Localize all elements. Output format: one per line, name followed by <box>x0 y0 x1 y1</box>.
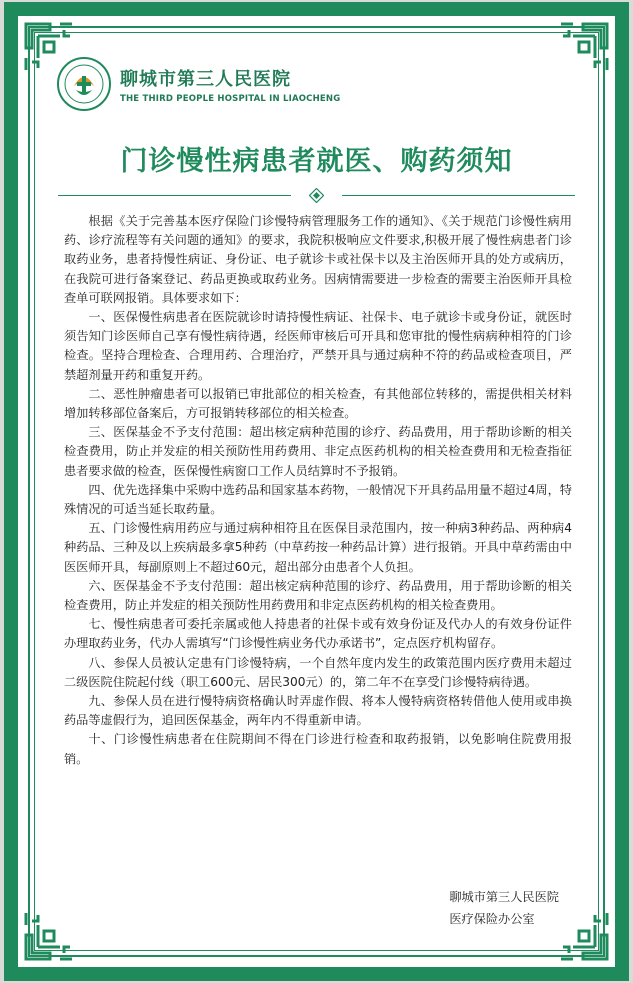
rule-paragraph-9: 九、参保人员在进行慢特病资格确认时弄虚作假、将本人慢特病资格转借他人使用或串换药品等虚假行为，追回医保基金，两年内不得重新申请。 <box>64 694 572 728</box>
rule-paragraph-10: 十、门诊慢性病患者在住院期间不得在门诊进行检查和取药报销，以免影响住院费用报销。 <box>64 732 572 766</box>
rule-paragraph-2: 二、恶性肿瘤患者可以报销已审批部位的相关检查，有其他部位转移的，需提供相关材料增加转移部位备案后，方可报销转移部位的相关检查。 <box>64 386 572 421</box>
rule-paragraph-7: 七、慢性病患者可委托亲属或他人持患者的社保卡或有效身份证及代办人的有效身份证件办理取药业务，代办人需填写“门诊慢性病业务代办承诺书”，定点医疗机构留存。 <box>64 617 572 651</box>
divider-left <box>58 195 291 196</box>
hospital-name-cn: 聊城市第三人民医院 <box>120 68 291 90</box>
rule-paragraph-4: 四、优先选择集中采购中选药品和国家基本药物，一般情况下开具药品用量不超过4周，特殊情况的可适当延长取药量。 <box>64 482 572 517</box>
rule-paragraph-8: 八、参保人员被认定患有门诊慢特病，一个自然年度内发生的政策范围内医疗费用未超过二级医院住院起付线（职工600元、居民300元）的，第二年不在享受门诊慢特病待遇。 <box>64 655 572 689</box>
hospital-emblem-icon <box>56 56 112 112</box>
corner-ornament-icon <box>547 18 613 84</box>
rule-paragraph-1: 一、医保慢性病患者在医院就诊时请持慢性病证、社保卡、电子就诊卡或身份证，就医时须告知门诊医师自己享有慢性病待遇，经医师审核后可开具和您审批的慢性病病种相符的门诊检查。坚持合理检查、合理用药、合理治疗，严禁开具与通过病种不符的药品或检查项目，严禁超剂量开药和重复开药。 <box>64 310 572 382</box>
notice-body <box>64 212 572 769</box>
hospital-name-en: THE THIRD PEOPLE HOSPITAL IN LIAOCHENG <box>120 93 341 104</box>
hospital-logo <box>56 54 340 114</box>
divider-right <box>342 195 575 196</box>
rule-paragraph-5: 五、门诊慢性病用药应与通过病种相符且在医保目录范围内，按一种病3种药品、两种病4种药品、三种及以上疾病最多拿5种药（中草药按一种药品计算）进行报销。开具中草药需由中医医师开具，每副原则上不超过60元，超出部分由患者个人负担。 <box>64 521 572 574</box>
signature-block <box>449 886 559 930</box>
intro-paragraph: 根据《关于完善基本医疗保险门诊慢特病管理服务工作的通知》、《关于规范门诊慢性病用药、诊疗流程等有关问题的通知》的要求，我院积极响应文件要求,积极开展了慢性病患者门诊取药业务，患者持慢性病证、身份证、电子就诊卡或社保卡以及主治医师开具的处方或病历，在我院可进行备案登记、药品更换或取药业务。因病情需要进一步检查的需要主治医师开具检查单可联网报销。具体要求如下： <box>64 214 572 305</box>
rule-paragraph-6: 六、医保基金不予支付范围：超出核定病种范围的诊疗、药品费用，用于帮助诊断的相关检查费用，防止并发症的相关预防性用药费用和非定点医药机构的相关检查费用。 <box>64 578 572 613</box>
notice-poster <box>4 2 629 981</box>
signature-organization: 聊城市第三人民医院 <box>449 890 559 904</box>
diamond-divider-icon <box>309 188 324 203</box>
rule-paragraph-3: 三、医保基金不予支付范围：超出核定病种范围的诊疗、药品费用，用于帮助诊断的相关检查费用，防止并发症的相关预防性用药费用、非定点医药机构的相关检查费用和无检查指征患者要求做的检查，医保慢性病窗口工作人员结算时不予报销。 <box>64 425 572 478</box>
corner-ornament-icon <box>20 899 86 965</box>
page-title: 门诊慢性病患者就医、购药须知 <box>120 146 513 177</box>
signature-department: 医疗保险办公室 <box>449 912 535 926</box>
